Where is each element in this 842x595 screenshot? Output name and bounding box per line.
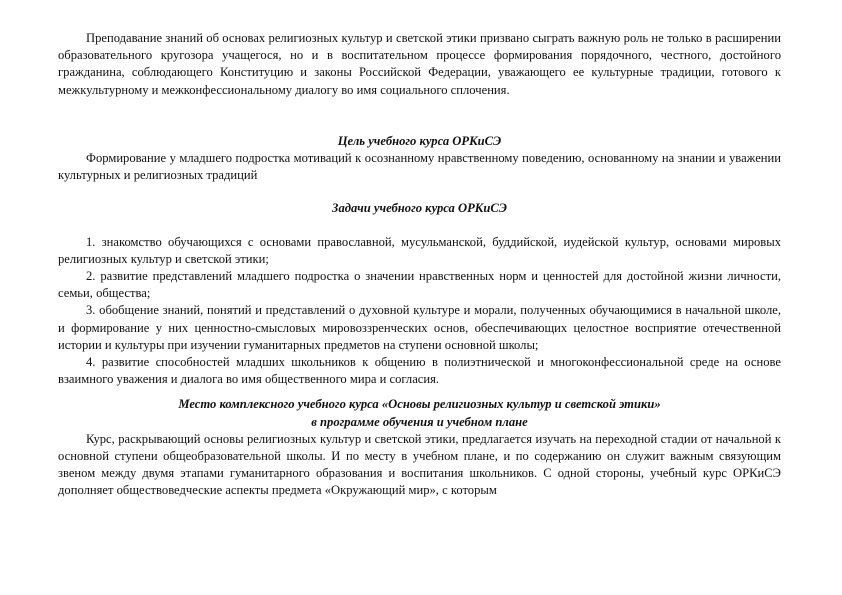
spacer: [58, 388, 781, 396]
spacer: [58, 99, 781, 133]
goal-paragraph: Формирование у младшего подростка мотиваций к осознанному нравственному поведению, основанному на знании и уважении культурных и религиозных традиций: [58, 151, 781, 183]
place-heading-line2: в программе обучения и учебном плане: [311, 414, 528, 429]
spacer: [58, 184, 781, 200]
place-paragraph: Курс, раскрывающий основы религиозных культур и светской этики, предлагается изучать на переходной стадии от начальной к основной ступени общеобразовательной школы. И по месту в учебном плане, и по содержанию он служит важным связующим звеном между двумя этапами гуманитарного образования и воспитания школьников. С одной стороны, учебный курс ОРКиСЭ дополняет обществоведческие аспекты предмета «Окружающий мир», с которым: [58, 431, 781, 498]
task-item: 4. развитие способностей младших школьников к общению в полиэтнической и многоконфессиональной среде на основе взаимного уважения и диалога во имя общественного мира и согласия.: [58, 355, 781, 387]
task-item: 1. знакомство обучающихся с основами православной, мусульманской, буддийской, иудейской культур, основами мировых религиозных культур и светской этики;: [58, 234, 781, 266]
intro-paragraph: Преподавание знаний об основах религиозных культур и светской этики призвано сыграть важную роль не только в расширении образовательного кругозора учащегося, но и в воспитательном процессе формирования порядочного, честного, достойного гражданина, соблюдающего Конституцию и законы Российской Федерации, уважающего ее культурные традиции, готового к межкультурному и межконфессиональному диалогу во имя социального сплочения.: [58, 31, 781, 97]
place-heading-line1: Место комплексного учебного курса «Основы религиозных культур и светской этики»: [178, 397, 661, 412]
spacer: [58, 218, 781, 234]
task-item: 3. обобщение знаний, понятий и представлений о духовной культуре и морали, полученных обучающимися в начальной школе, и формирование у них ценностно-смысловых мировоззренческих основ, обеспечивающих целостное восприятие отечественной истории и культуры при изучении гуманитарных предметов на ступени основной школы;: [58, 303, 781, 352]
tasks-heading: Задачи учебного курса ОРКиСЭ: [332, 201, 507, 216]
task-item: 2. развитие представлений младшего подростка о значении нравственных норм и ценностей для достойной жизни личности, семьи, общества;: [58, 269, 781, 301]
goal-heading: Цель учебного курса ОРКиСЭ: [337, 133, 502, 148]
document-page: [58, 30, 781, 500]
